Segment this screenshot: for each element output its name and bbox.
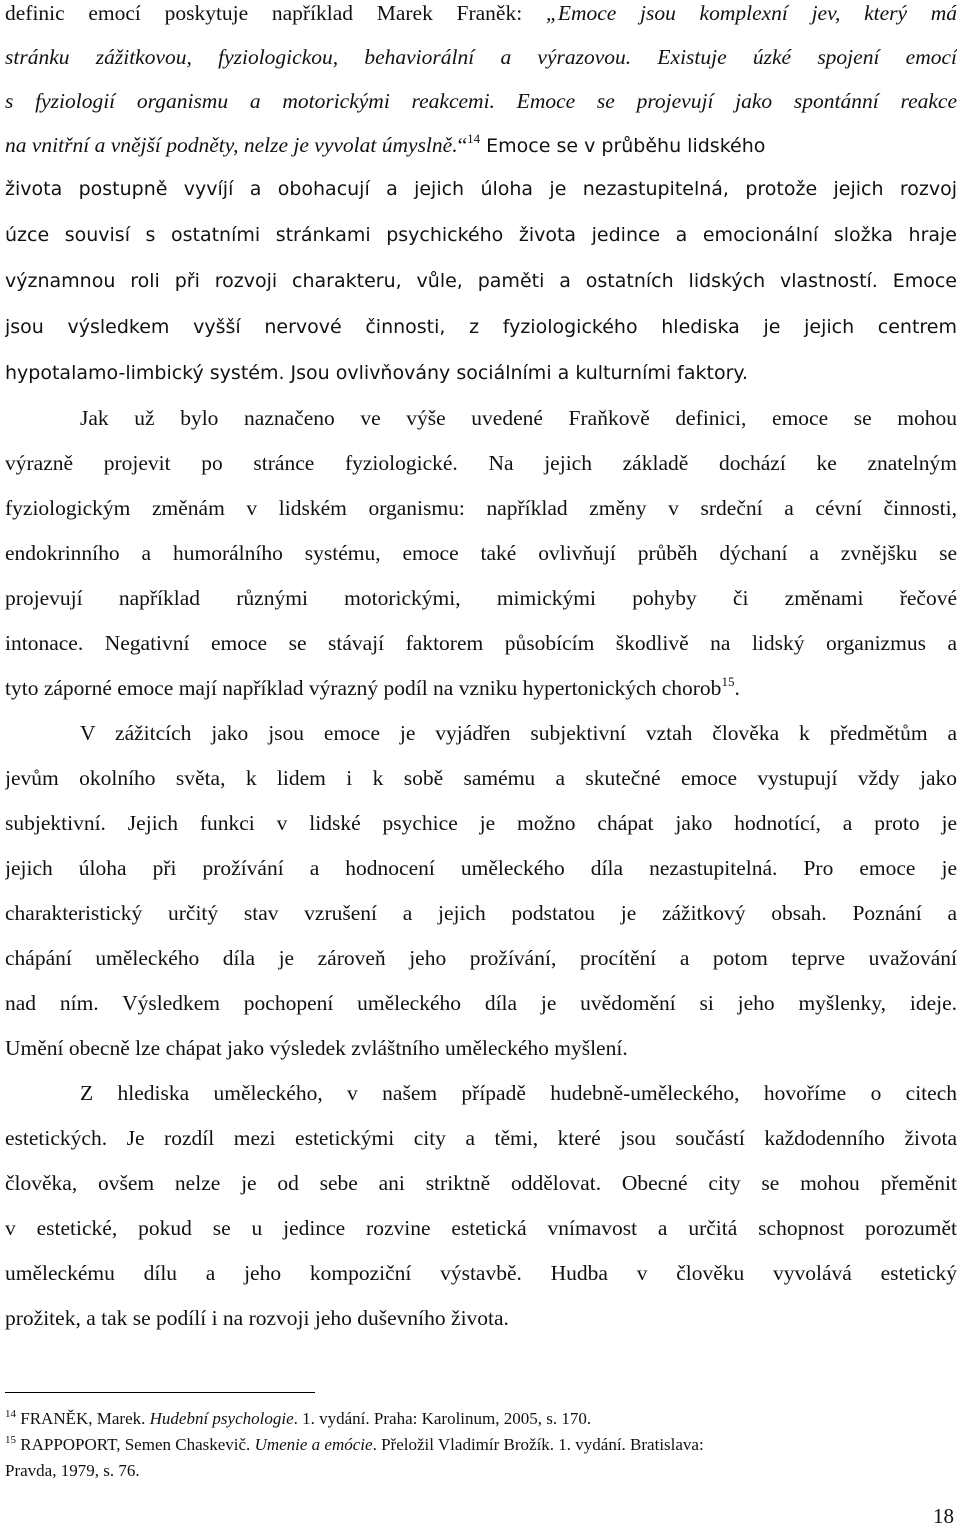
footnote-title: Hudební psychologie [149, 1409, 294, 1428]
paragraph-2-line-3: fyziologickým změnám v lidském organismu: například změny v srdeční a cévní činnosti, [5, 496, 957, 520]
footnote-14 [5, 1406, 955, 1432]
paragraph-1-line-3 [5, 79, 957, 123]
paragraph-4-line-2: estetických. Je rozdíl mezi estetickými city a těmi, které jsou součástí každodenního života [5, 1126, 957, 1150]
footnote-15-continued: Pravda, 1979, s. 76. [5, 1461, 140, 1480]
paragraph-4-line-1: Z hlediska uměleckého, v našem případě hudebně-uměleckého, hovoříme o citech [80, 1081, 957, 1105]
paragraph-3-line-8: Umění obecně lze chápat jako výsledek zvláštního uměleckého myšlení. [5, 1036, 628, 1060]
footnote-text: RAPPOPORT, Semen Chaskevič. [16, 1435, 255, 1454]
text-run: definic emocí poskytuje například Marek Franěk: [5, 1, 546, 25]
footnote-text: FRANĚK, Marek. [16, 1409, 150, 1428]
paragraph-4-line-6: prožitek, a tak se podílí i na rozvoji jeho duševního života. [5, 1306, 509, 1330]
paragraph-4-line-3: člověka, ovšem nelze je od sebe ani striktně oddělovat. Obecné city se mohou přeměnit [5, 1171, 957, 1195]
paragraph-1-line-9: hypotalamo-limbický systém. Jsou ovlivňovány sociálními a kulturními faktory. [5, 362, 748, 384]
footnote-number: 15 [5, 1434, 16, 1446]
paragraph-3-line-7: nad ním. Výsledkem pochopení uměleckého díla je uvědomění si jeho myšlenky, ideje. [5, 991, 957, 1015]
quote-text: s fyziologií organismu a motorickými reakcemi. Emoce se projevují jako spontánní reakce [5, 89, 957, 113]
paragraph-2-line-2: výrazně projevit po stránce fyziologické. Na jejich základě dochází ke znatelným [5, 451, 957, 475]
footnote-text: . Přeložil Vladimír Brožík. 1. vydání. Bratislava: [372, 1435, 704, 1454]
text-run: Emoce se v průběhu lidského [480, 135, 766, 157]
paragraph-1-line-8: jsou výsledkem vyšší nervové činnosti, z fyziologického hlediska je jejich centrem [5, 316, 957, 338]
footnote-separator [5, 1392, 315, 1393]
paragraph-1-line-7: významnou roli při rozvoji charakteru, vůle, paměti a ostatních lidských vlastností. Emoce [5, 270, 957, 292]
text-run: . [734, 676, 740, 700]
quote-text: „Emoce jsou komplexní jev, který má [545, 1, 957, 25]
page-number: 18 [933, 1504, 954, 1528]
paragraph-4-line-4: v estetické, pokud se u jedince rozvine estetická vnímavost a určitá schopnost porozumět [5, 1216, 957, 1240]
footnote-15 [5, 1432, 955, 1458]
footnote-ref-15: 15 [721, 674, 735, 689]
paragraph-3-line-4: jejich úloha při prožívání a hodnocení uměleckého díla nezastupitelná. Pro emoce je [5, 856, 957, 880]
paragraph-3-line-2: jevům okolního světa, k lidem i k sobě samému a skutečné emoce vystupují vždy jako [5, 766, 957, 790]
paragraph-2-line-6: intonace. Negativní emoce se stávají faktorem působícím škodlivě na lidský organizmus a [5, 631, 957, 655]
footnote-text: . 1. vydání. Praha: Karolinum, 2005, s. 170. [293, 1409, 592, 1428]
paragraph-1-line-2 [5, 35, 957, 79]
quote-text: stránku zážitkovou, fyziologickou, behaviorální a výrazovou. Existuje úzké spojení emocí [5, 45, 957, 69]
paragraph-1-line-4 [5, 123, 957, 167]
paragraph-2-line-1: Jak už bylo naznačeno ve výše uvedené Fraňkově definici, emoce se mohou [80, 406, 957, 430]
paragraph-1-line-6: úzce souvisí s ostatními stránkami psychického života jedince a emocionální složka hraje [5, 224, 957, 246]
paragraph-3-line-6: chápání uměleckého díla je zároveň jeho prožívání, procítění a potom teprve uvažování [5, 946, 957, 970]
footnote-title: Umenie a emócie [254, 1435, 373, 1454]
quote-text: na vnitřní a vnější podněty, nelze je vyvolat úmyslně. [5, 133, 458, 157]
paragraph-2-line-5: projevují například různými motorickými, mimickými pohyby či změnami řečové [5, 586, 957, 610]
paragraph-2-line-7 [5, 666, 957, 710]
footnote-ref-14: 14 [467, 131, 481, 146]
paragraph-3-line-3: subjektivní. Jejich funkci v lidské psychice je možno chápat jako hodnotící, a proto je [5, 811, 957, 835]
closing-quote: “ [457, 133, 468, 157]
paragraph-2-line-4: endokrinního a humorálního systému, emoce také ovlivňují průběh dýchaní a zvnějšku se [5, 541, 957, 565]
footnote-number: 14 [5, 1408, 16, 1420]
paragraph-1-line-1 [5, 0, 957, 35]
paragraph-4-line-5: uměleckému dílu a jeho kompoziční výstavbě. Hudba v člověku vyvolává estetický [5, 1261, 957, 1285]
paragraph-3-line-5: charakteristický určitý stav vzrušení a jejich podstatou je zážitkový obsah. Poznání a [5, 901, 957, 925]
paragraph-3-line-1: V zážitcích jako jsou emoce je vyjádřen subjektivní vztah člověka k předmětům a [80, 721, 957, 745]
paragraph-1-line-5: života postupně vyvíjí a obohacují a jejich úloha je nezastupitelná, protože jejich rozvoj [5, 178, 957, 200]
text-run: tyto záporné emoce mají například výrazný podíl na vzniku hypertonických chorob [5, 676, 722, 700]
